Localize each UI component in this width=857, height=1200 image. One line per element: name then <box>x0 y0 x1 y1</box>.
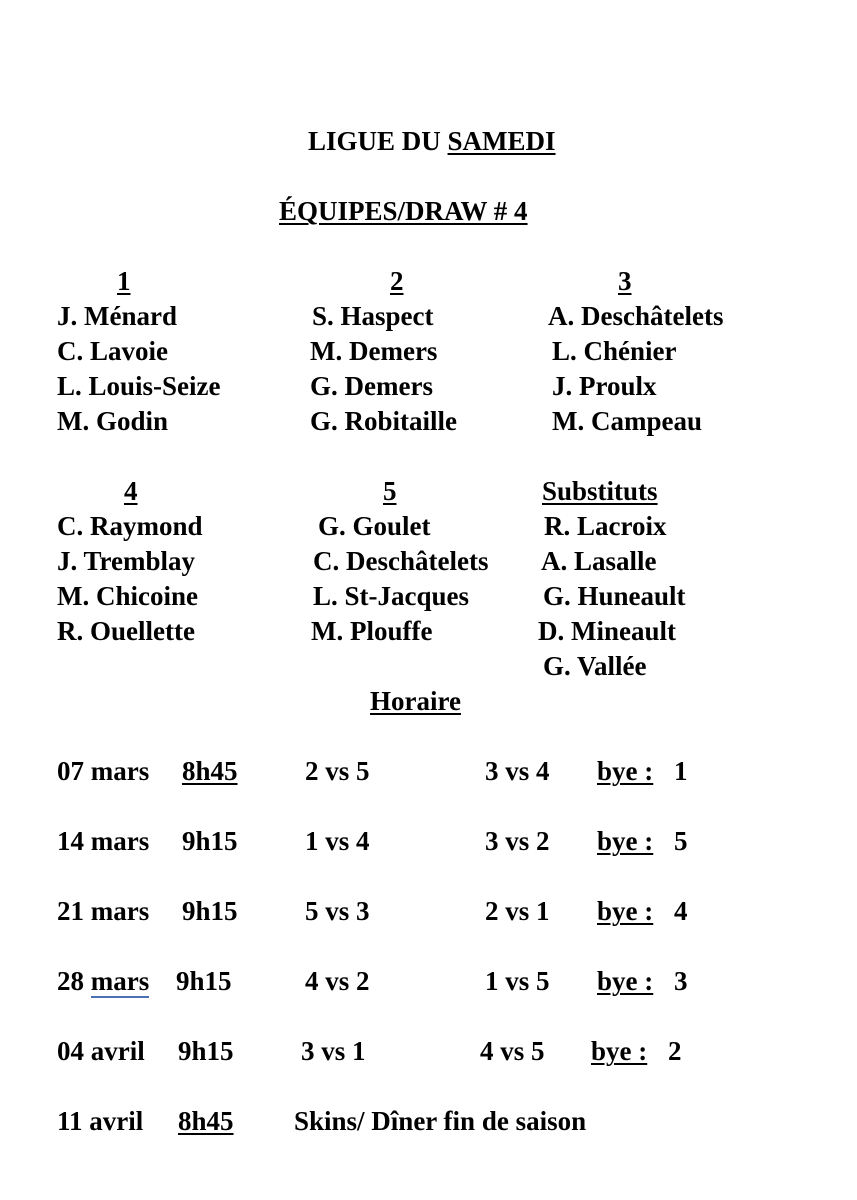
schedule-game: 1 vs 5 <box>485 966 550 996</box>
substitutes-label: Substituts <box>542 476 658 506</box>
page-subtitle: ÉQUIPES/DRAW # 4 <box>279 196 528 226</box>
team-3-player: M. Campeau <box>552 406 702 436</box>
bye-label: bye : <box>597 896 654 926</box>
team-5-player: L. St-Jacques <box>313 581 470 611</box>
schedule-time: 9h15 <box>176 966 232 996</box>
schedule-game: 4 vs 2 <box>305 966 370 996</box>
schedule-date: 28 mars <box>57 966 150 996</box>
schedule-title: Horaire <box>370 686 461 716</box>
team-5-player: M. Plouffe <box>311 616 433 646</box>
schedule-time: 9h15 <box>182 826 238 856</box>
schedule-game: 3 vs 4 <box>485 756 550 786</box>
season-end-event: Skins/ Dîner fin de saison <box>294 1106 587 1136</box>
bye-label: bye : <box>597 966 654 996</box>
substitute-player: R. Lacroix <box>544 511 667 541</box>
team-5-label: 5 <box>383 476 397 506</box>
team-3-label: 3 <box>618 266 632 296</box>
schedule-game: 5 vs 3 <box>305 896 370 926</box>
spellcheck-marked-month: mars <box>90 966 150 996</box>
schedule-time: 8h45 <box>178 1106 234 1136</box>
team-4-player: J. Tremblay <box>57 546 196 576</box>
schedule-time: 8h45 <box>182 756 238 786</box>
team-3-player: L. Chénier <box>552 336 677 366</box>
team-1-player: J. Ménard <box>57 301 177 331</box>
bye-label: bye : <box>597 826 654 856</box>
team-5-player: G. Goulet <box>318 511 431 541</box>
team-3-player: A. Deschâtelets <box>548 301 724 331</box>
schedule-game: 4 vs 5 <box>480 1036 545 1066</box>
schedule-game: 1 vs 4 <box>305 826 370 856</box>
team-2-player: S. Haspect <box>312 301 434 331</box>
bye-label: bye : <box>597 756 654 786</box>
bye-team: 5 <box>674 826 688 856</box>
team-4-player: M. Chicoine <box>57 581 198 611</box>
substitute-player: G. Vallée <box>543 651 647 681</box>
team-2-player: G. Demers <box>310 371 433 401</box>
bye-team: 4 <box>674 896 688 926</box>
schedule-time: 9h15 <box>178 1036 234 1066</box>
team-4-label: 4 <box>124 476 138 506</box>
team-4-player: C. Raymond <box>57 511 203 541</box>
team-3-player: J. Proulx <box>552 371 657 401</box>
team-1-player: L. Louis-Seize <box>57 371 221 401</box>
schedule-date: 04 avril <box>57 1036 145 1066</box>
schedule-game: 3 vs 2 <box>485 826 550 856</box>
team-2-player: M. Demers <box>310 336 438 366</box>
schedule-date: 14 mars <box>57 826 150 856</box>
title-emphasis: SAMEDI <box>447 126 556 156</box>
schedule-date: 21 mars <box>57 896 150 926</box>
bye-team: 2 <box>668 1036 682 1066</box>
team-5-player: C. Deschâtelets <box>313 546 489 576</box>
bye-team: 1 <box>674 756 688 786</box>
substitute-player: D. Mineault <box>538 616 676 646</box>
page-title: LIGUE DU SAMEDI <box>308 126 556 156</box>
bye-label: bye : <box>591 1036 648 1066</box>
team-2-player: G. Robitaille <box>310 406 457 436</box>
schedule-date: 11 avril <box>57 1106 144 1136</box>
schedule-date: 07 mars <box>57 756 150 786</box>
schedule-game: 3 vs 1 <box>301 1036 366 1066</box>
schedule-time: 9h15 <box>182 896 238 926</box>
team-1-label: 1 <box>117 266 131 296</box>
team-1-player: M. Godin <box>57 406 169 436</box>
substitute-player: A. Lasalle <box>541 546 657 576</box>
substitute-player: G. Huneault <box>543 581 686 611</box>
team-1-player: C. Lavoie <box>57 336 168 366</box>
bye-team: 3 <box>674 966 688 996</box>
team-2-label: 2 <box>390 266 404 296</box>
schedule-game: 2 vs 1 <box>485 896 550 926</box>
schedule-game: 2 vs 5 <box>305 756 370 786</box>
team-4-player: R. Ouellette <box>57 616 195 646</box>
